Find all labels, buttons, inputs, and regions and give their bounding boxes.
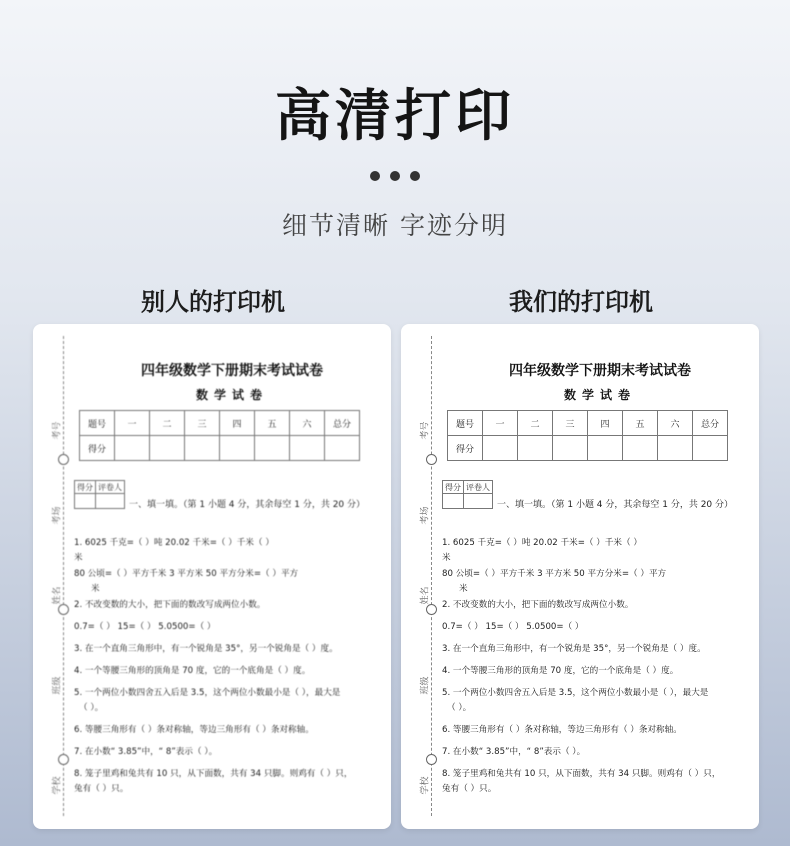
left-exam-sheet [33, 324, 391, 829]
binding-hole [58, 754, 69, 765]
question-line: 米 [442, 553, 451, 563]
score-header-cell: 一 [483, 411, 518, 436]
margin-label: 班级 [52, 676, 63, 695]
score-header-cell: 四 [220, 411, 255, 436]
question-line: 4. 一个等腰三角形的顶角是 70 度，它的一个底角是（ ）度。 [442, 666, 679, 676]
score-cell [115, 436, 150, 461]
margin-label: 学校 [420, 776, 431, 795]
question-line: 80 公顷=（ ）平方千米 3 平方米 50 平方分米=（ ）平方 [442, 569, 667, 579]
margin-label: 姓名 [420, 586, 431, 605]
binding-hole [426, 754, 437, 765]
question-line: （ ）。 [447, 703, 472, 713]
grader-label: 评卷人 [464, 481, 493, 494]
score-header-cell: 二 [150, 411, 185, 436]
question-line: 80 公顷=（ ）平方千米 3 平方米 50 平方分米=（ ）平方 [74, 569, 299, 579]
section-title: 一、填一填。（第 1 小题 4 分，其余每空 1 分，共 20 分） [497, 500, 734, 510]
question-line: 2. 不改变数的大小，把下面的数改写成两位小数。 [74, 600, 266, 610]
margin-label: 考号 [52, 421, 63, 440]
margin-label: 学校 [52, 776, 63, 795]
score-row-label: 得分 [448, 436, 483, 461]
grader-box [442, 480, 493, 509]
score-header-cell: 四 [588, 411, 623, 436]
score-header-cell: 五 [255, 411, 290, 436]
grader-label: 得分 [75, 481, 96, 494]
score-header-cell: 总分 [325, 411, 360, 436]
score-cell [588, 436, 623, 461]
question-line: 7. 在小数“ 3.85”中，“ 8”表示（ ）。 [442, 747, 586, 757]
question-line: 米 [91, 584, 100, 594]
right-exam-sheet [401, 324, 759, 829]
question-line: 5. 一个两位小数四舍五入后是 3.5，这个两位小数最小是（ ），最大是 [74, 688, 341, 698]
binding-line [431, 336, 432, 816]
question-line: 米 [74, 553, 83, 563]
question-line: 4. 一个等腰三角形的顶角是 70 度，它的一个底角是（ ）度。 [74, 666, 311, 676]
score-cell [220, 436, 255, 461]
margin-label: 考号 [420, 421, 431, 440]
score-header-cell: 三 [185, 411, 220, 436]
headline: 高清打印 [275, 84, 515, 149]
question-line: （ ）。 [79, 703, 104, 713]
exam-subtitle: 数学试卷 [195, 388, 268, 402]
grader-label: 得分 [443, 481, 464, 494]
score-header-cell: 一 [115, 411, 150, 436]
question-line: 5. 一个两位小数四舍五入后是 3.5，这个两位小数最小是（ ），最大是 [442, 688, 709, 698]
left-column-title: 别人的打印机 [141, 288, 285, 316]
right-column-title: 我们的打印机 [509, 288, 653, 316]
question-line: 3. 在一个直角三角形中，有一个锐角是 35°，另一个锐角是（ ）度。 [74, 644, 338, 654]
binding-hole [58, 454, 69, 465]
question-line: 2. 不改变数的大小，把下面的数改写成两位小数。 [442, 600, 634, 610]
score-cell [185, 436, 220, 461]
score-header-cell: 六 [290, 411, 325, 436]
binding-line [63, 336, 64, 816]
dots-divider [0, 166, 790, 185]
grader-box [74, 480, 125, 509]
score-cell [518, 436, 553, 461]
score-table [447, 410, 728, 461]
question-line: 兔有（ ）只。 [74, 784, 129, 794]
score-header-cell: 五 [623, 411, 658, 436]
score-cell [325, 436, 360, 461]
grader-label: 评卷人 [96, 481, 125, 494]
score-table [79, 410, 360, 461]
margin-label: 考场 [52, 506, 63, 525]
question-line: 兔有（ ）只。 [442, 784, 497, 794]
exam-title: 四年级数学下册期末考试试卷 [509, 363, 691, 379]
question-line: 1. 6025 千克=（ ）吨 20.02 千米=（ ）千米（ ） [74, 538, 274, 548]
section-title: 一、填一填。（第 1 小题 4 分，其余每空 1 分，共 20 分） [129, 500, 366, 510]
score-cell [623, 436, 658, 461]
margin-label: 班级 [420, 676, 431, 695]
question-line: 3. 在一个直角三角形中，有一个锐角是 35°，另一个锐角是（ ）度。 [442, 644, 706, 654]
exam-subtitle: 数学试卷 [563, 388, 636, 402]
score-header-cell: 三 [553, 411, 588, 436]
question-line: 6. 等腰三角形有（ ）条对称轴，等边三角形有（ ）条对称轴。 [442, 725, 682, 735]
score-header-cell: 二 [518, 411, 553, 436]
question-line: 0.7=（ ） 15=（ ） 5.0500=（ ） [74, 622, 216, 632]
question-line: 0.7=（ ） 15=（ ） 5.0500=（ ） [442, 622, 584, 632]
question-line: 米 [459, 584, 468, 594]
margin-label: 考场 [420, 506, 431, 525]
question-line: 7. 在小数“ 3.85”中，“ 8”表示（ ）。 [74, 747, 218, 757]
score-cell [553, 436, 588, 461]
question-line: 8. 笼子里鸡和兔共有 10 只，从下面数，共有 34 只脚。则鸡有（ ）只， [74, 769, 353, 779]
binding-hole [426, 454, 437, 465]
score-header-cell: 题号 [80, 411, 115, 436]
score-cell [255, 436, 290, 461]
score-cell [658, 436, 693, 461]
question-line: 1. 6025 千克=（ ）吨 20.02 千米=（ ）千米（ ） [442, 538, 642, 548]
question-line: 8. 笼子里鸡和兔共有 10 只，从下面数，共有 34 只脚。则鸡有（ ）只， [442, 769, 721, 779]
score-header-cell: 题号 [448, 411, 483, 436]
score-cell [483, 436, 518, 461]
score-cell [290, 436, 325, 461]
score-header-cell: 总分 [693, 411, 728, 436]
exam-title: 四年级数学下册期末考试试卷 [141, 363, 323, 379]
score-row-label: 得分 [80, 436, 115, 461]
margin-label: 姓名 [52, 586, 63, 605]
question-line: 6. 等腰三角形有（ ）条对称轴，等边三角形有（ ）条对称轴。 [74, 725, 314, 735]
score-header-cell: 六 [658, 411, 693, 436]
score-cell [150, 436, 185, 461]
subheadline: 细节清晰 字迹分明 [282, 211, 508, 240]
score-cell [693, 436, 728, 461]
